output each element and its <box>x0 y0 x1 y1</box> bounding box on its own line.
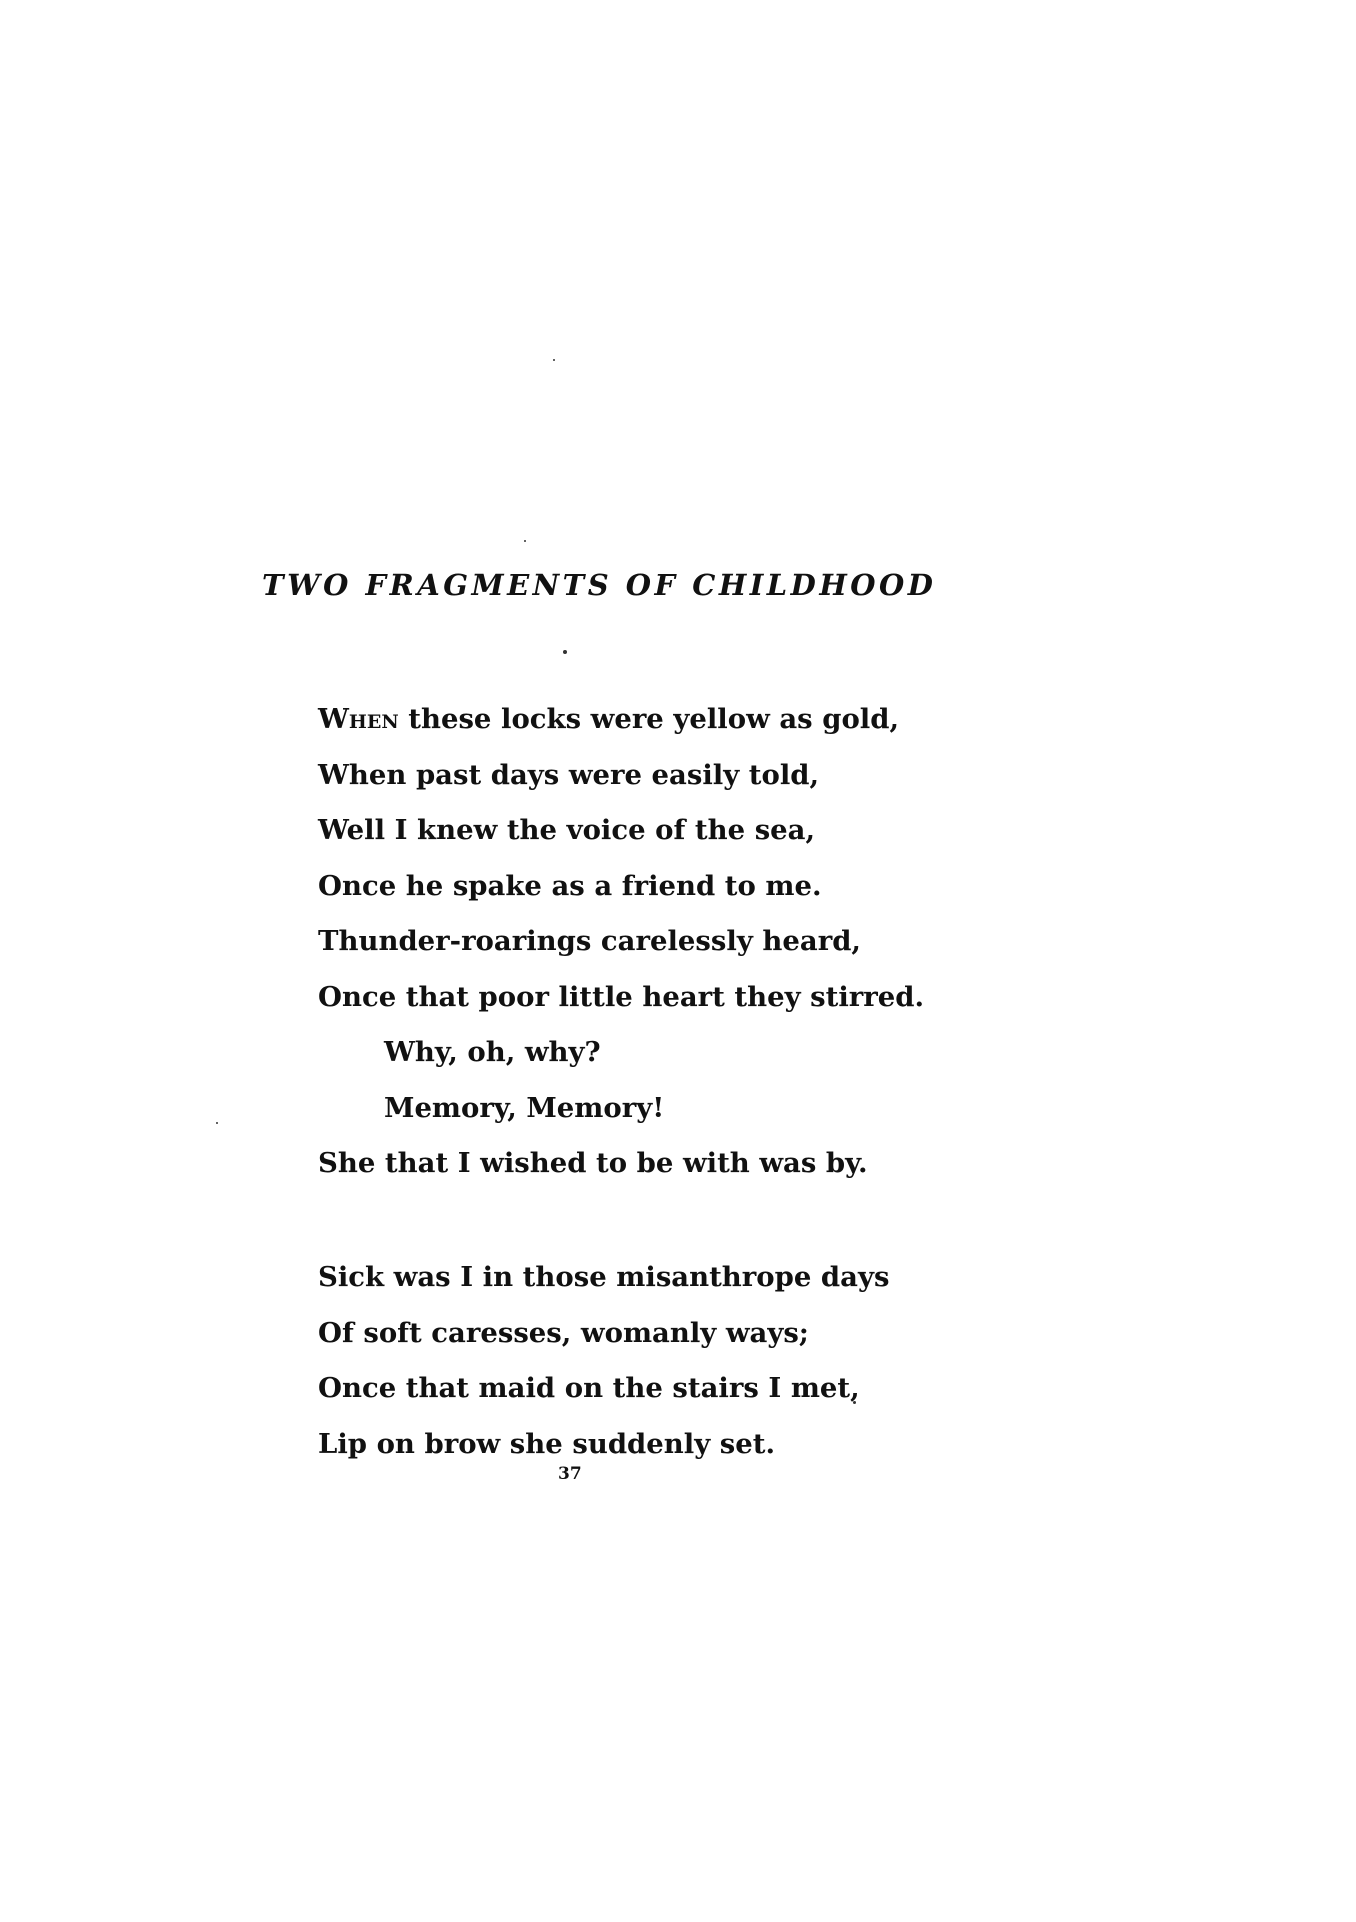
verse-line: Thunder-roarings carelessly heard, <box>318 925 861 957</box>
verse-line: Once that poor little heart they stirred. <box>318 980 925 1013</box>
verse-line: Sick was I in those misanthrope days <box>318 1261 890 1293</box>
poem-title: TWO FRAGMENTS OF CHILDHOOD <box>262 568 937 602</box>
speck-mark <box>553 359 555 361</box>
stanza-second <box>318 1250 889 1472</box>
verse-line: Once he spake as a friend to me. <box>318 869 822 902</box>
speck-mark <box>524 540 526 542</box>
verse-line: Once that maid on the stairs I met, <box>318 1372 860 1404</box>
speck-mark <box>563 650 567 654</box>
verse-line-indented: Memory, Memory! <box>384 1091 665 1124</box>
stanza-first <box>318 692 924 1192</box>
verse-line: Of soft caresses, womanly ways; <box>318 1316 809 1349</box>
verse-line-text: these locks were yellow as gold, <box>398 703 900 735</box>
verse-line: When past days were easily told, <box>318 758 820 791</box>
opening-word: When <box>318 703 399 735</box>
page-number: 37 <box>558 1464 582 1484</box>
verse-line: Lip on brow she suddenly set. <box>318 1427 776 1460</box>
verse-line-indented: Why, oh, why? <box>384 1036 601 1068</box>
verse-line <box>318 692 924 748</box>
speck-mark <box>216 1122 218 1124</box>
verse-line: Well I knew the voice of the sea, <box>318 814 816 846</box>
verse-line: She that I wished to be with was by. <box>318 1147 868 1179</box>
